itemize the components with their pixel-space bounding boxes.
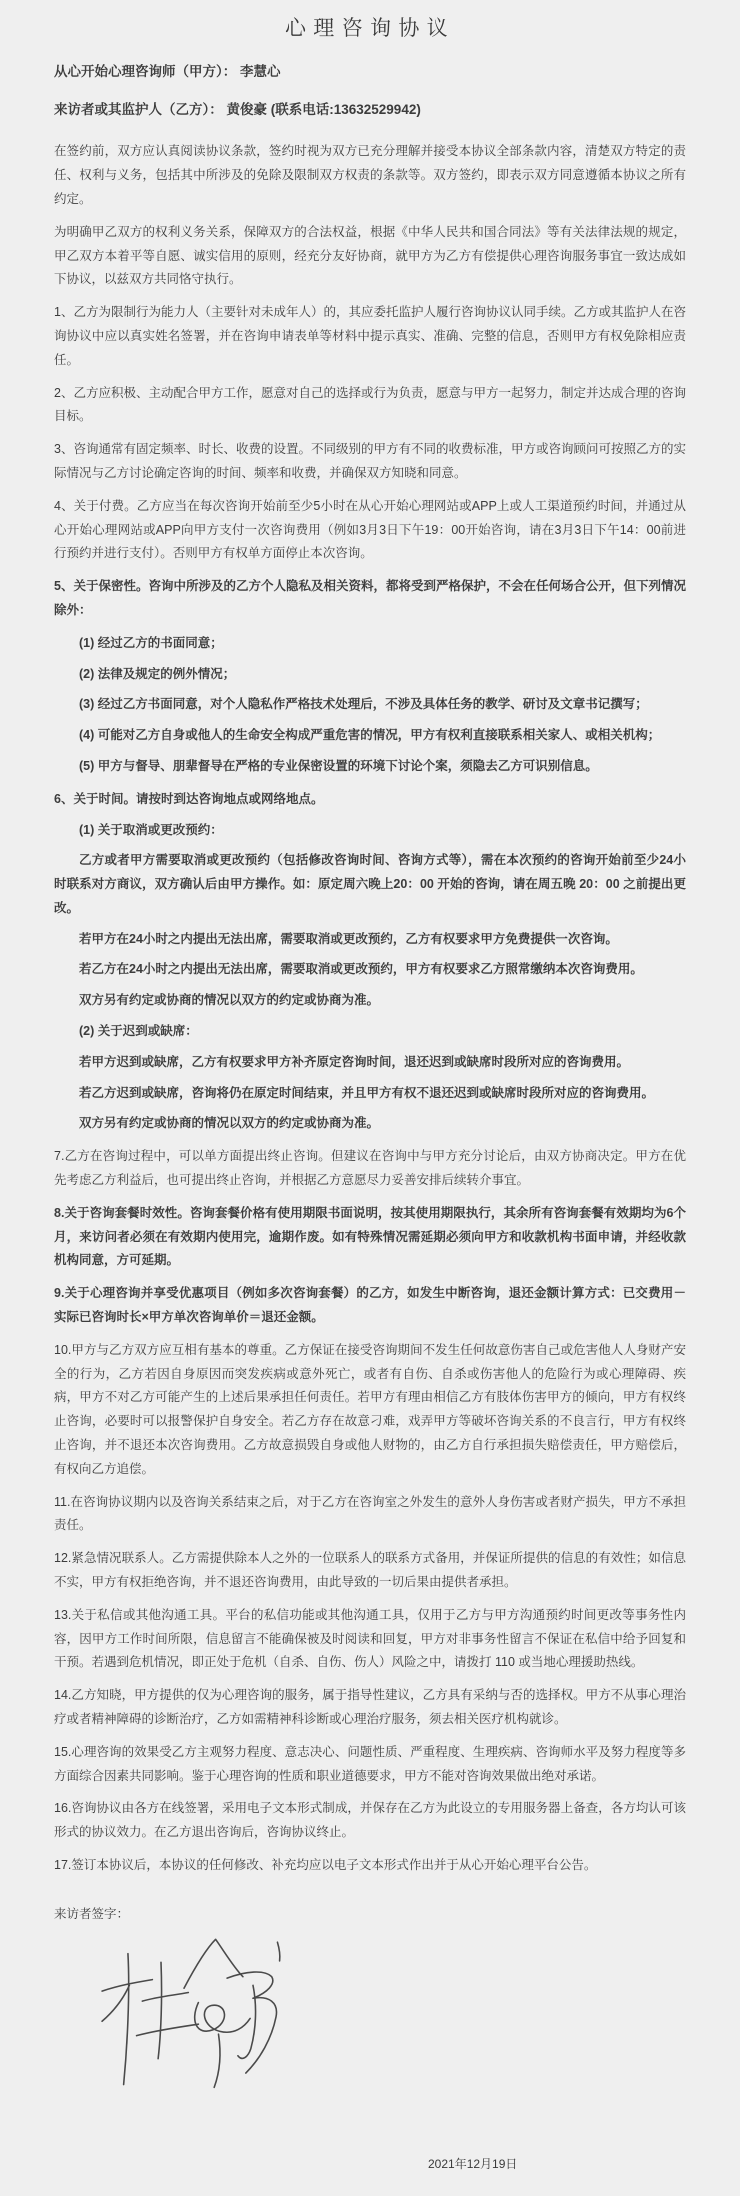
agreement-paragraph: 3、咨询通常有固定频率、时长、收费的设置。不同级别的甲方有不同的收费标准，甲方或咨询顾问可按照乙方的实际情况与乙方讨论确定咨询的时间、频率和收费，并确保双方知晓和同意。 — [54, 442, 686, 480]
party-a-line: 从心开始心理咨询师（甲方）： 李慧心 — [54, 64, 281, 79]
agreement-paragraph: 在签约前，双方应认真阅读协议条款，签约时视为双方已充分理解并接受本协议全部条款内容，清楚双方特定的责任、权利与义务，包括其中所涉及的免除及限制双方权责的条款等。双方签约，即表示双方同意遵循本协议之所有约定。 — [54, 144, 686, 206]
agreement-paragraph: (2) 法律及规定的例外情况； — [79, 666, 236, 681]
agreement-paragraph: 10.甲方与乙方双方应互相有基本的尊重。乙方保证在接受咨询期间不发生任何故意伤害自己或危害他人人身财产安全的行为，乙方若因自身原因而突发疾病或意外死亡，或者有自伤、自杀或伤害他人的危险行为或心理障碍、疾病，甲方不对乙方可能产生的上述后果承担任何责任。若甲方有理由相信乙方有肢体伤害甲方的倾向，甲方有权终止咨询，必要时可以报警保护自身安全。若乙方存在故意刁难，戏弄甲方等破坏咨询关系的不良言行，甲方有权终止咨询，并不退还本次咨询费用。乙方故意损毁自身或他人财物的，由乙方自行承担损失赔偿责任，甲方赔偿后，有权向乙方追偿。 — [54, 1342, 686, 1476]
agreement-paragraph: (1) 经过乙方的书面同意； — [79, 635, 223, 650]
agreement-paragraph: 17.签订本协议后，本协议的任何修改、补充均应以电子文本形式作出并于从心开始心理平台公告。 — [54, 1857, 597, 1872]
agreement-paragraph: 乙方或者甲方需要取消或更改预约（包括修改咨询时间、咨询方式等），需在本次预约的咨询开始前至少24小时联系对方商议，双方确认后由甲方操作。如：原定周六晚上20：00 开始的咨询，请在周五晚 20：00 之前提出更改。 — [54, 853, 686, 915]
agreement-paragraph: 2、乙方应积极、主动配合甲方工作，愿意对自己的选择或行为负责，愿意与甲方一起努力，制定并达成合理的咨询目标。 — [54, 385, 686, 424]
signature-area — [54, 1932, 686, 2117]
agreement-paragraph: 若甲方迟到或缺席，乙方有权要求甲方补齐原定咨询时间，退还迟到或缺席时段所对应的咨询费用。 — [79, 1054, 630, 1069]
agreement-paragraph: (1) 关于取消或更改预约： — [79, 822, 223, 837]
agreement-body — [54, 140, 686, 1877]
visitor-handwritten-signature-image — [92, 1932, 322, 2112]
agreement-paragraph: 11.在咨询协议期内以及咨询关系结束之后，对于乙方在咨询室之外发生的意外人身伤害或者财产损失，甲方不承担责任。 — [54, 1494, 686, 1533]
agreement-paragraph: 双方另有约定或协商的情况以双方的约定或协商为准。 — [79, 1116, 380, 1131]
agreement-paragraph: 若甲方在24小时之内提出无法出席，需要取消或更改预约，乙方有权要求甲方免费提供一次咨询。 — [79, 931, 618, 946]
agreement-paragraph: (4) 可能对乙方自身或他人的生命安全构成严重危害的情况，甲方有权利直接联系相关家人、或相关机构； — [79, 728, 661, 743]
party-b-line: 来访者或其监护人（乙方）： 黄俊豪 (联系电话:13632529942) — [54, 102, 421, 118]
signature-date: 2021年12月19日 — [428, 2156, 518, 2171]
agreement-paragraph: 6、关于时间。请按时到达咨询地点或网络地点。 — [54, 791, 324, 806]
agreement-paragraph: 16.咨询协议由各方在线签署，采用电子文本形式制成，并保存在乙方为此设立的专用服务器上备查，各方均认可该形式的协议效力。在乙方退出咨询后，咨询协议终止。 — [54, 1801, 686, 1840]
agreement-paragraph: 5、关于保密性。咨询中所涉及的乙方个人隐私及相关资料，都将受到严格保护，不会在任何场合公开，但下列情况除外： — [54, 579, 686, 617]
agreement-paragraph: (2) 关于迟到或缺席： — [79, 1024, 198, 1039]
agreement-paragraph: 9.关于心理咨询并享受优惠项目（例如多次咨询套餐）的乙方，如发生中断咨询，退还金额计算方式：已交费用－实际已咨询时长×甲方单次咨询单价＝退还金额。 — [54, 1286, 686, 1325]
agreement-paragraph: 双方另有约定或协商的情况以双方的约定或协商为准。 — [79, 993, 380, 1008]
agreement-paragraph: 为明确甲乙双方的权利义务关系，保障双方的合法权益，根据《中华人民共和国合同法》等有关法律法规的规定，甲乙双方本着平等自愿、诚实信用的原则，经充分友好协商，就甲方为乙方有偿提供心理咨询服务事宜一致达成如下协议，以兹双方共同恪守执行。 — [54, 224, 686, 287]
agreement-paragraph: 12.紧急情况联系人。乙方需提供除本人之外的一位联系人的联系方式备用，并保证所提供的信息的有效性；如信息不实，甲方有权拒绝咨询，并不退还咨询费用，由此导致的一切后果由提供者承担。 — [54, 1551, 686, 1590]
agreement-paragraph: (3) 经过乙方书面同意，对个人隐私作严格技术处理后，不涉及具体任务的教学、研讨及文章书记撰写； — [79, 697, 648, 712]
agreement-paragraph: 若乙方迟到或缺席，咨询将仍在原定时间结束，并且甲方有权不退还迟到或缺席时段所对应的咨询费用。 — [79, 1085, 655, 1100]
agreement-paragraph: 14.乙方知晓，甲方提供的仅为心理咨询的服务，属于指导性建议，乙方具有采纳与否的选择权。甲方不从事心理治疗或者精神障碍的诊断治疗，乙方如需精神科诊断或心理治疗服务，须去相关医疗机构就诊。 — [54, 1688, 686, 1726]
agreement-paragraph: 13.关于私信或其他沟通工具。平台的私信功能或其他沟通工具，仅用于乙方与甲方沟通预约时间更改等事务性内容，因甲方工作时间所限，信息留言不能确保被及时阅读和回复，甲方对非事务性留言不保证在私信中给予回复和干预。若遇到危机情况，即正处于危机（自杀、自伤、伤人）风险之中，请拨打 110 或当地心理援助热线。 — [54, 1607, 686, 1670]
agreement-paragraph: 8.关于咨询套餐时效性。咨询套餐价格有使用期限书面说明，按其使用期限执行，其余所有咨询套餐有效期均为6个月，来访问者必须在有效期内使用完，逾期作废。如有特殊情况需延期必须向甲方和收款机构书面申请，并经收款机构同意，方可延期。 — [54, 1205, 686, 1268]
signature-label: 来访者签字： — [54, 1906, 130, 1921]
agreement-paragraph: 15.心理咨询的效果受乙方主观努力程度、意志决心、问题性质、严重程度、生理疾病、咨询师水平及努力程度等多方面综合因素共同影响。鉴于心理咨询的性质和职业道德要求，甲方不能对咨询效果做出绝对承诺。 — [54, 1744, 686, 1783]
page-title: 心理咨询协议 — [284, 17, 456, 40]
agreement-paragraph: (5) 甲方与督导、朋辈督导在严格的专业保密设置的环境下讨论个案，须隐去乙方可识别信息。 — [79, 758, 598, 773]
agreement-paragraph: 4、关于付费。乙方应当在每次咨询开始前至少5小时在从心开始心理网站或APP上或人工渠道预约时间，并通过从心开始心理网站或APP向甲方支付一次咨询费用（例如3月3日下午19：00开始咨询，请在3月3日下午14：00前进行预约并进行支付）。否则甲方有权单方面停止本次咨询。 — [54, 498, 686, 561]
agreement-paragraph: 7.乙方在咨询过程中，可以单方面提出终止咨询。但建议在咨询中与甲方充分讨论后，由双方协商决定。甲方在优先考虑乙方利益后，也可提出终止咨询，并根据乙方意愿尽力妥善安排后续转介事宜。 — [54, 1149, 686, 1188]
agreement-paragraph: 1、乙方为限制行为能力人（主要针对未成年人）的，其应委托监护人履行咨询协议认同手续。乙方或其监护人在咨询协议中应以真实姓名签署，并在咨询申请表单等材料中提示真实、准确、完整的信息，否则甲方有权免除相应责任。 — [54, 305, 686, 367]
agreement-paragraph: 若乙方在24小时之内提出无法出席，需要取消或更改预约，甲方有权要求乙方照常缴纳本次咨询费用。 — [79, 962, 643, 977]
